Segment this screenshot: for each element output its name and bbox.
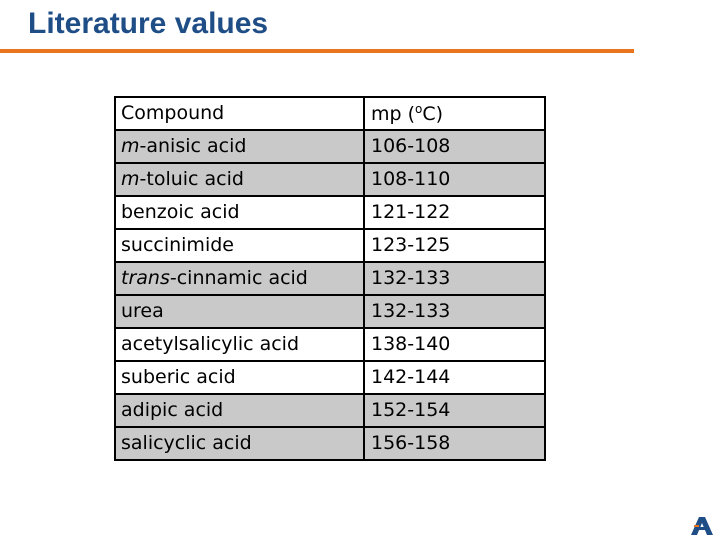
- compound-prefix: trans: [121, 267, 170, 289]
- table-header-row: [116, 98, 544, 129]
- header-mp-suffix: C): [422, 103, 444, 125]
- mp-cell: 121-122: [363, 197, 544, 228]
- compound-name: -cinnamic acid: [169, 267, 308, 289]
- mp-cell: 108-110: [363, 164, 544, 195]
- table-row: [116, 129, 544, 162]
- compound-prefix: m: [121, 135, 140, 157]
- header-mp: [363, 98, 544, 129]
- table-row: [116, 162, 544, 195]
- compound-name: adipic acid: [121, 399, 224, 421]
- mp-cell: 123-125: [363, 230, 544, 261]
- compound-name: succinimide: [121, 234, 234, 256]
- title-underline: [0, 49, 634, 53]
- compound-cell: [116, 131, 363, 162]
- table-row: [116, 360, 544, 393]
- header-mp-prefix: mp (: [371, 103, 416, 125]
- table-row: [116, 228, 544, 261]
- mp-cell: 106-108: [363, 131, 544, 162]
- university-a-logo-icon: [690, 516, 714, 536]
- mp-cell: 138-140: [363, 329, 544, 360]
- table-row: [116, 195, 544, 228]
- compound-cell: [116, 164, 363, 195]
- compound-name: benzoic acid: [121, 201, 240, 223]
- compound-name: urea: [121, 300, 164, 322]
- melting-point-table: [114, 96, 546, 461]
- mp-cell: 156-158: [363, 428, 544, 459]
- table-row: [116, 426, 544, 459]
- compound-cell: [116, 263, 363, 294]
- compound-name: -toluic acid: [139, 168, 244, 190]
- mp-cell: 152-154: [363, 395, 544, 426]
- compound-name: suberic acid: [121, 366, 236, 388]
- table-row: [116, 261, 544, 294]
- header-compound: Compound: [121, 102, 225, 124]
- compound-cell: [116, 395, 363, 426]
- compound-cell: [116, 329, 363, 360]
- compound-cell: [116, 296, 363, 327]
- compound-name: acetylsalicylic acid: [121, 333, 300, 355]
- header-mp-degree: o: [415, 102, 423, 116]
- table-row: [116, 393, 544, 426]
- compound-cell: [116, 230, 363, 261]
- compound-prefix: m: [121, 168, 140, 190]
- mp-cell: 132-133: [363, 296, 544, 327]
- compound-name: salicyclic acid: [121, 432, 252, 454]
- mp-cell: 142-144: [363, 362, 544, 393]
- table-row: [116, 294, 544, 327]
- compound-cell: [116, 197, 363, 228]
- table-row: [116, 327, 544, 360]
- mp-cell: 132-133: [363, 263, 544, 294]
- compound-cell: [116, 362, 363, 393]
- page-title: Literature values: [28, 7, 269, 40]
- compound-name: -anisic acid: [139, 135, 247, 157]
- compound-cell: [116, 428, 363, 459]
